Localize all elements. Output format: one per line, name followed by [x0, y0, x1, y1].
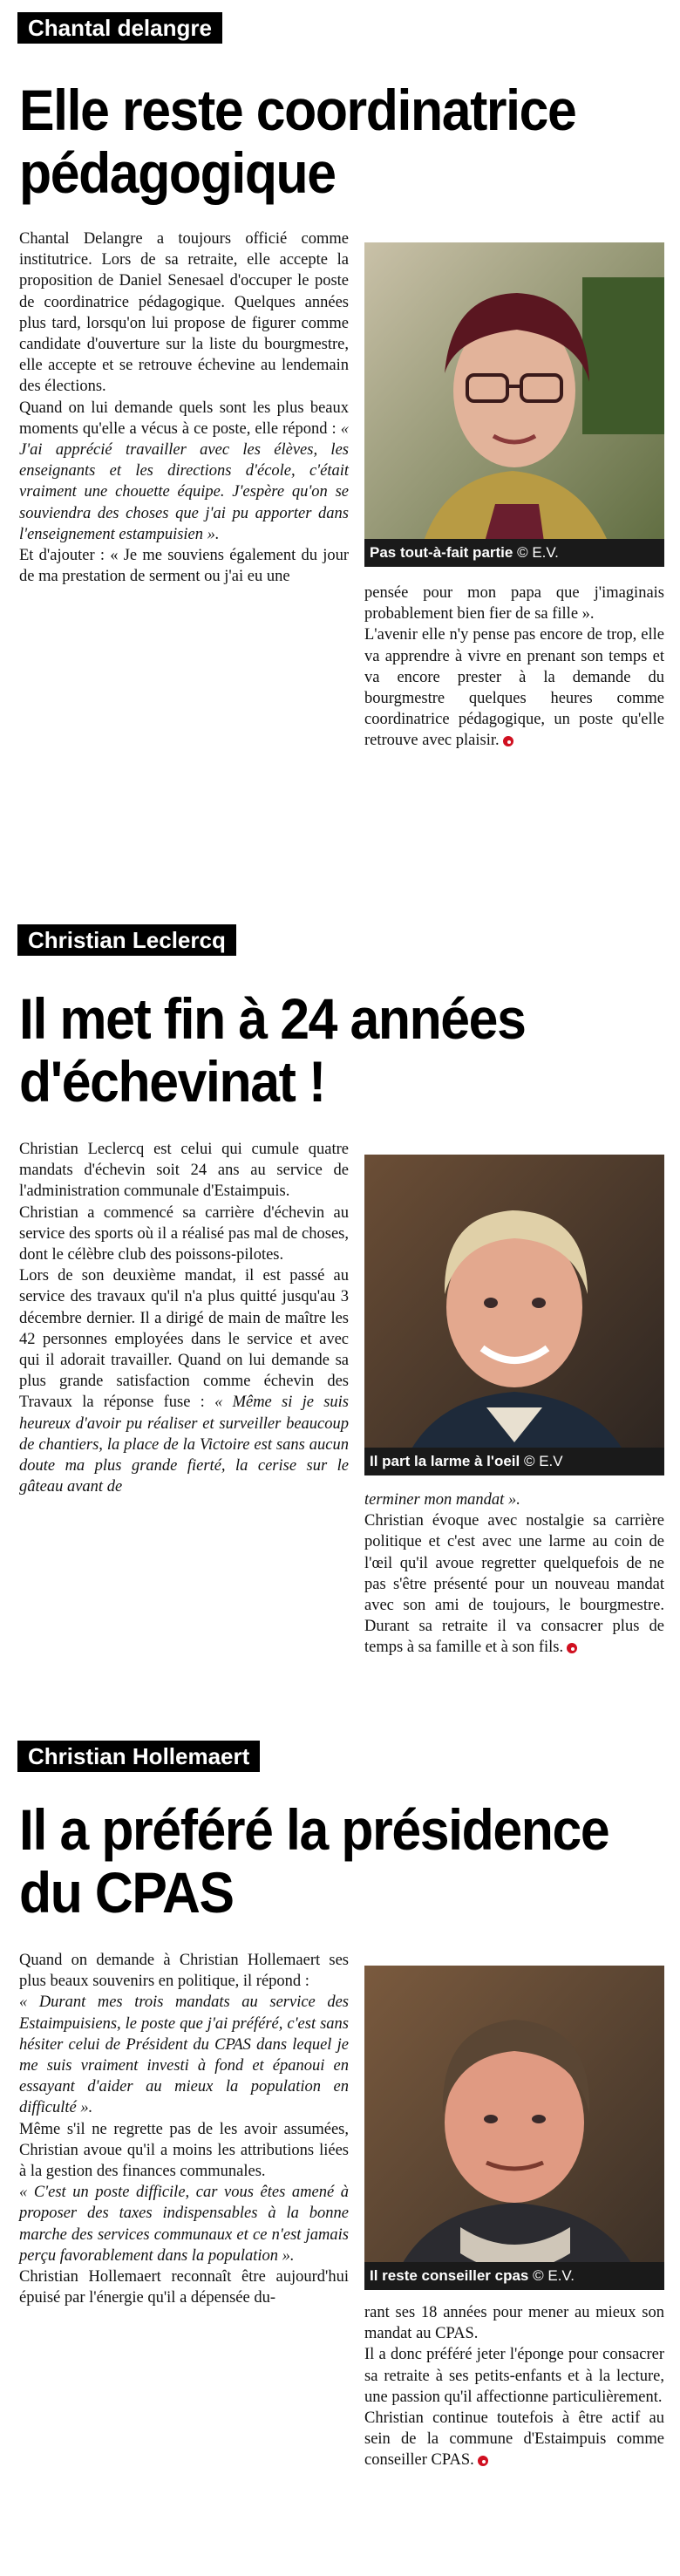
- paragraph: Quand on lui demande quels sont les plus beaux moments qu'elle a vécus à ce poste, elle répond : « J'ai apprécié travailler avec les élèves, les enseignants et les directions d'école, c'était vraiment une chouette équipe. J'espère qu'on se souviendra des choses que j'ai pu apporter dans l'enseignement estampuisien ».: [19, 399, 349, 543]
- portrait-illustration: [364, 1966, 664, 2290]
- photo-caption: Pas tout-à-fait partie © E.V.: [364, 539, 664, 567]
- paragraph: « Durant mes trois mandats au service des Estaimpuisiens, le poste que j'ai préféré, c'est sans hésiter celui de Président du CPAS dans lequel je me suis vraiment investi à fond et épanoui en essayant d'aider au mieux la population en difficulté ».: [19, 1993, 349, 2117]
- author-name-tag: Christian Hollemaert: [17, 1741, 260, 1772]
- paragraph: « C'est un poste difficile, car vous êtes amené à proposer des taxes indispensables à la bonne marche des services communaux et ce n'est jamais perçu favorablement dans la population ».: [19, 2184, 349, 2265]
- paragraph: Même s'il ne regrette pas de les avoir assumées, Christian avoue qu'il a moins les attributions liées à la gestion des finances communales.: [19, 2120, 349, 2181]
- paragraph: Christian continue toutefois à être actif au sein de la commune d'Estaimpuis comme conseiller CPAS.: [364, 2409, 664, 2470]
- portrait-photo: [364, 242, 664, 567]
- paragraph: Christian évoque avec nostalgie sa carrière politique et c'est avec une larme au coin de l'œil qu'il avoue regretter quelquefois de ne pas s'être présenté pour un nouveau mandat avec son ami de toujours, le bourgmestre. Durant sa retraite il va consacrer plus de temps à sa famille et à son fils.: [364, 1512, 664, 1657]
- paragraph: Lors de son deuxième mandat, il est passé au service des travaux qu'il n'a plus quitté jusqu'au 3 décembre dernier. Il a dirigé de main de maître les 42 personnes employées dans le service et avec qui il adorait travailler. Quand on lui demande sa plus grande satisfaction comme échevin des Travaux la réponse fuse : « Même si je suis heureux d'avoir pu réaliser et surveiller beaucoup de chantiers, la place de la Victoire est sans aucun doute ma plus grande fierté, la cerise sur le gâteau avant de: [19, 1267, 349, 1496]
- photo-caption: Il reste conseiller cpas © E.V.: [364, 2262, 664, 2290]
- end-of-article-icon: [503, 736, 513, 746]
- paragraph: Christian a commencé sa carrière d'échevin au service des sports où il a réalisé pas mal de choses, dont le célèbre club des poissons-pilotes.: [19, 1203, 349, 1264]
- end-of-article-icon: [478, 2456, 488, 2466]
- portrait-illustration: [364, 1155, 664, 1475]
- article-headline: Il a préféré la présidence du CPAS: [19, 1797, 609, 1925]
- article-right-column: [364, 1489, 664, 1659]
- portrait-photo: [364, 1155, 664, 1475]
- article-left-column: [19, 1139, 349, 1497]
- article-right-column: [364, 2302, 664, 2471]
- author-name-tag: Chantal delangre: [17, 12, 222, 44]
- paragraph: Christian Leclercq est celui qui cumule quatre mandats d'échevin soit 24 ans au service de l'administration communale d'Estaimpuis.: [19, 1141, 349, 1201]
- article-headline: Il met fin à 24 années d'échevinat !: [19, 986, 526, 1114]
- article-chantal-delangre: [0, 0, 680, 907]
- article-left-column: [19, 1950, 349, 2308]
- paragraph: Et d'ajouter : « Je me souviens également du jour de ma prestation de serment ou j'ai eu une: [19, 547, 349, 586]
- portrait-photo: [364, 1966, 664, 2290]
- paragraph: Quand on demande à Christian Hollemaert ses plus beaux souvenirs en politique, il répond :: [19, 1952, 349, 1991]
- paragraph: Christian Hollemaert reconnaît être aujourd'hui épuisé par l'énergie qu'il a dépensée du-: [19, 2268, 349, 2307]
- article-headline: Elle reste coordinatrice pédagogique: [19, 78, 576, 205]
- paragraph: Il a donc préféré jeter l'éponge pour consacrer sa retraite à ses petits-enfants et à la lecture, une passion qu'il affectionne particulièrement.: [364, 2346, 664, 2406]
- article-christian-leclercq: [0, 907, 680, 1735]
- end-of-article-icon: [567, 1643, 577, 1653]
- paragraph: L'avenir elle n'y pense pas encore de trop, elle va apprendre à vivre en prenant son temps et va encore prester à la demande du bourgmestre quelques heures comme coordinatrice pédagogique, un poste qu'elle retrouve avec plaisir.: [364, 626, 664, 750]
- paragraph: pensée pour mon papa que j'imaginais probablement bien fier de sa fille ».: [364, 584, 664, 624]
- paragraph: terminer mon mandat ».: [364, 1491, 520, 1509]
- portrait-illustration: [364, 242, 664, 567]
- paragraph: Chantal Delangre a toujours officié comme institutrice. Lors de sa retraite, elle accepte la proposition de Daniel Senesael d'occuper le poste de coordinatrice pédagogique. Quelques années plus tard, lorsqu'on lui propose de figurer comme candidate d'ouverture sur la liste du bourgmestre, elle accepte et se retrouve échevine au lendemain des élections.: [19, 230, 349, 396]
- article-left-column: [19, 228, 349, 587]
- article-christian-hollemaert: [0, 1735, 680, 2576]
- paragraph: rant ses 18 années pour mener au mieux son mandat au CPAS.: [364, 2304, 664, 2343]
- article-right-column: [364, 583, 664, 752]
- author-name-tag: Christian Leclercq: [17, 924, 236, 956]
- photo-caption: Il part la larme à l'oeil © E.V: [364, 1448, 664, 1475]
